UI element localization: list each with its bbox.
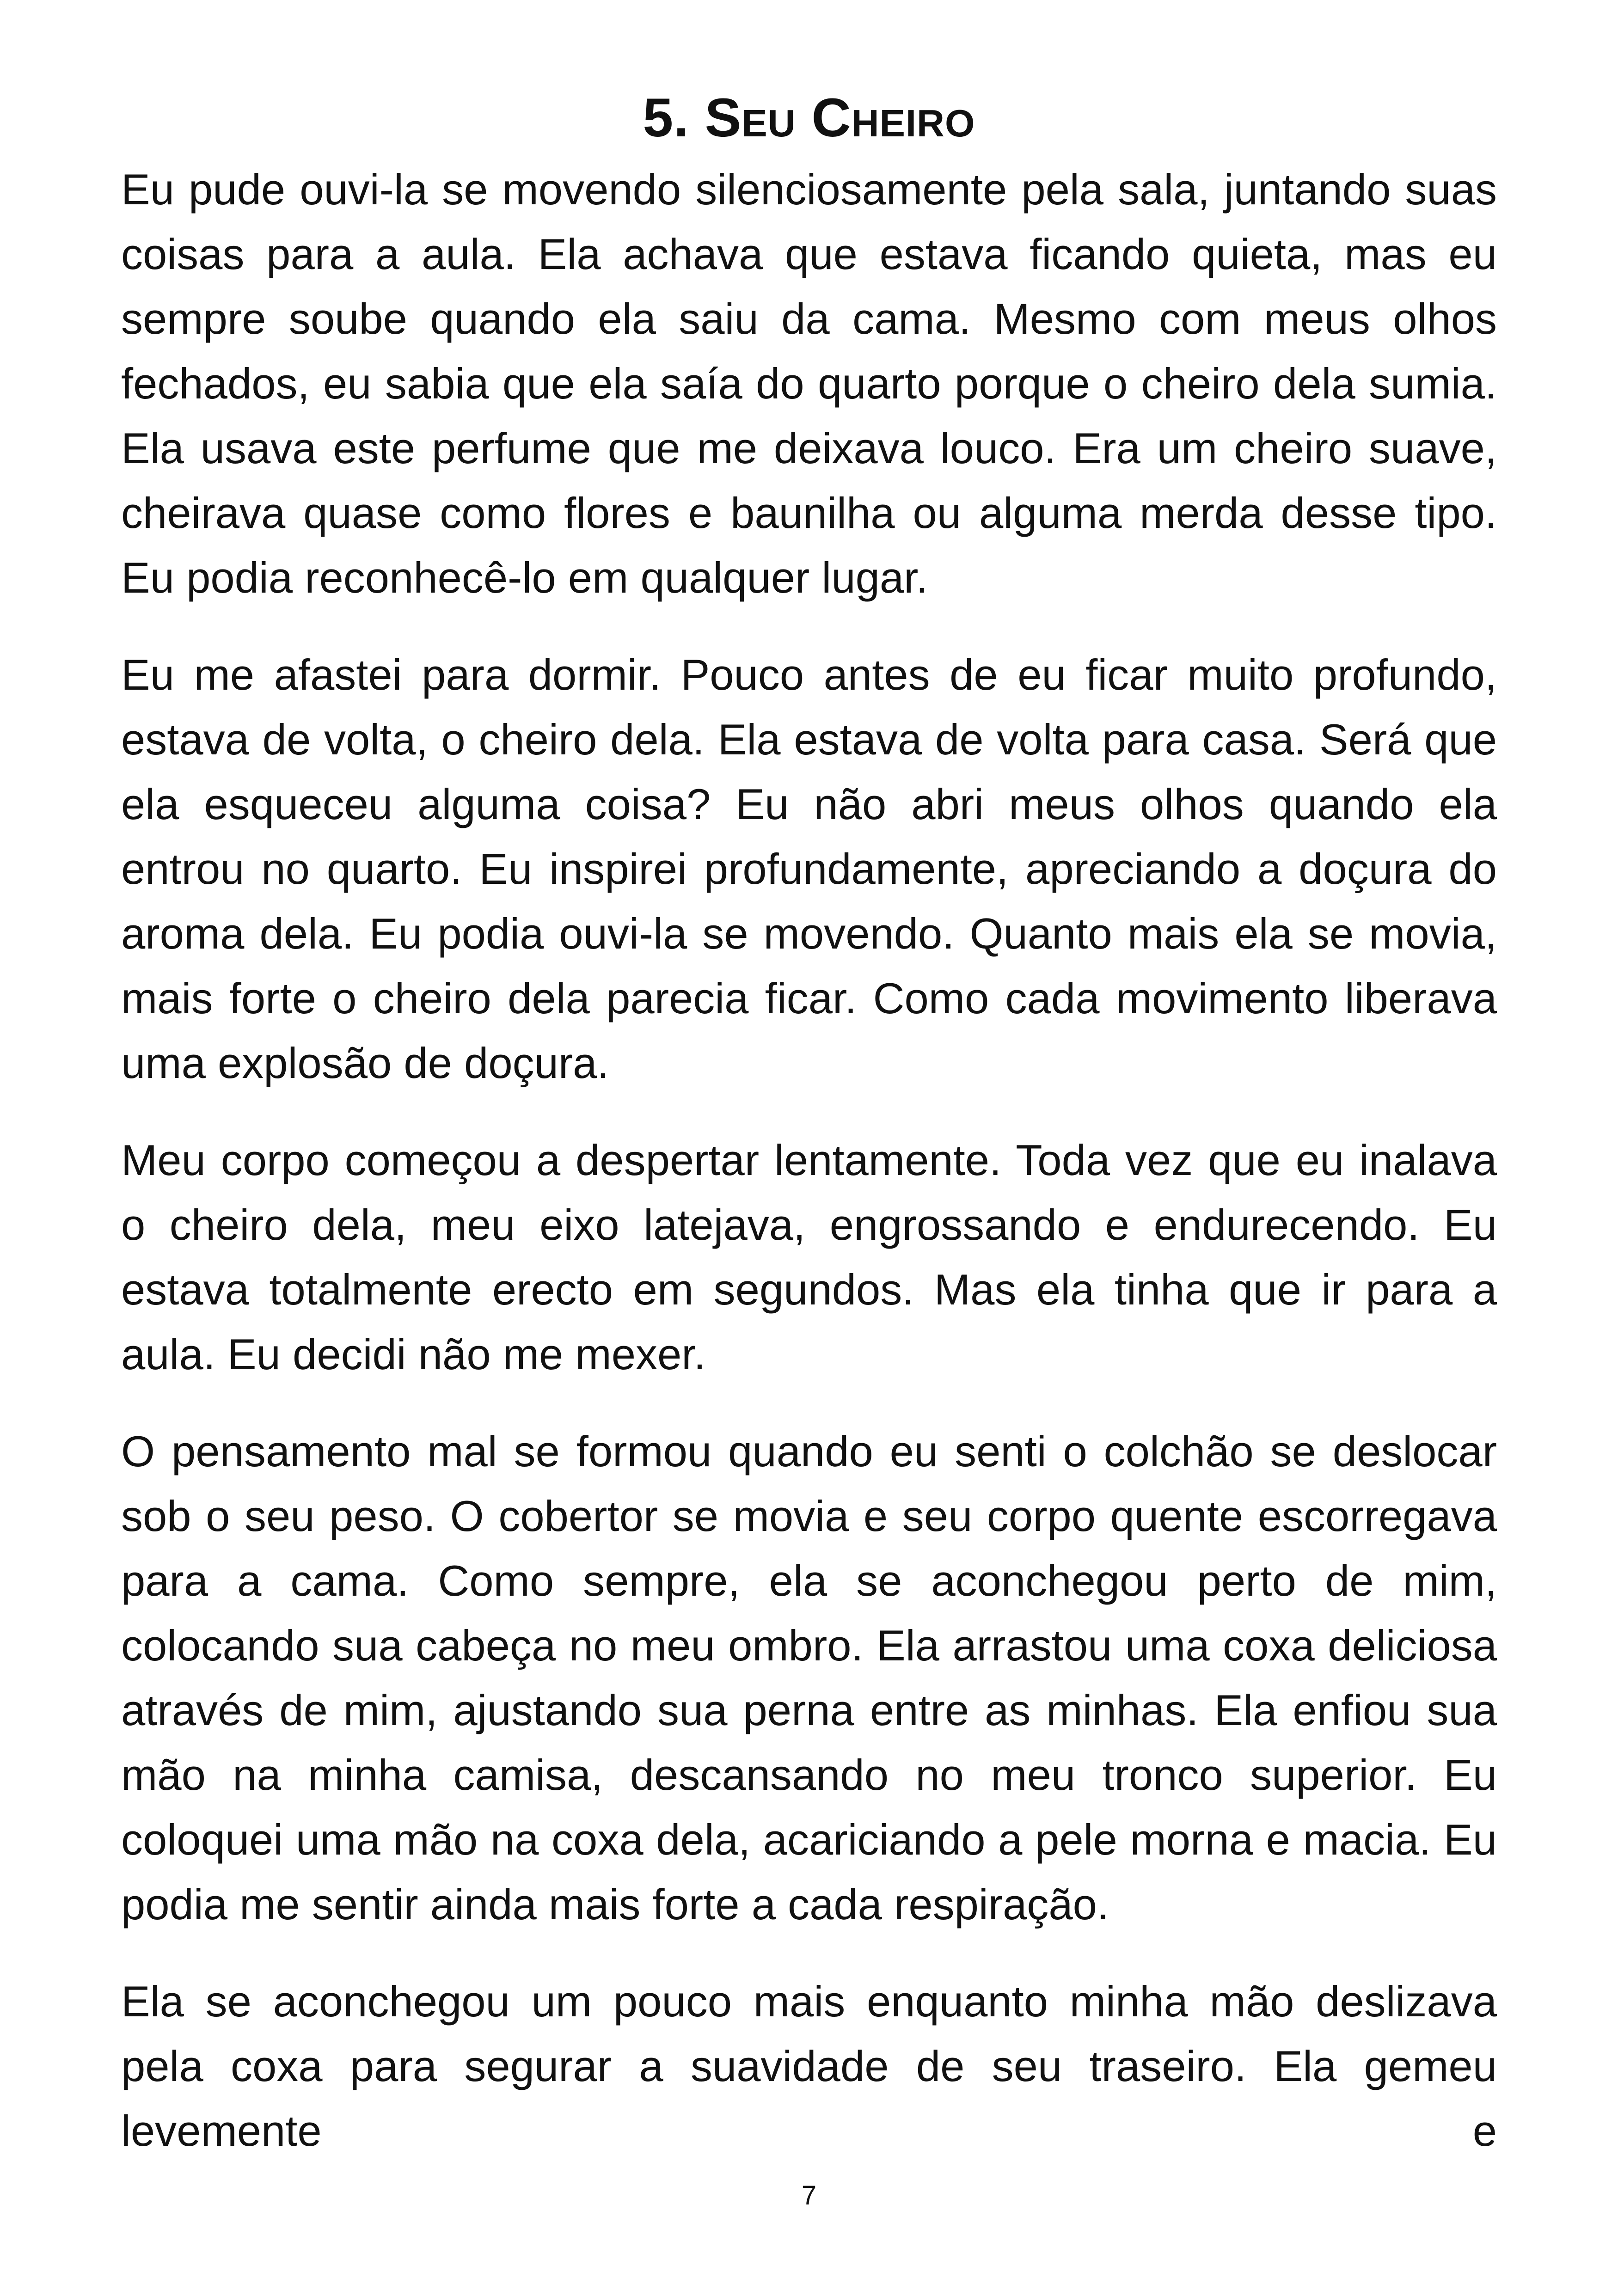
paragraph-1: Eu pude ouvi-la se movendo silenciosamente pela sala, juntando suas coisas para a aula. Ela achava que estava ficando quieta, mas eu sempre soube quando ela saiu da cama. Mesmo com meus olhos fechados, eu sabia que ela saía do quarto porque o cheiro dela sumia. Ela usava este perfume que me deixava louco. Era um cheiro suave, cheirava quase como flores e baunilha ou alguma merda desse tipo. Eu podia reconhecê-lo em qualquer lugar. [121, 165, 1497, 602]
page-number: 7 [801, 2180, 817, 2210]
chapter-title: 5. Seu Cheiro [643, 87, 975, 148]
paragraph-4: O pensamento mal se formou quando eu senti o colchão se deslocar sob o seu peso. O cobertor se movia e seu corpo quente escorregava para a cama. Como sempre, ela se aconchegou perto de mim, colocando sua cabeça no meu ombro. Ela arrastou uma coxa deliciosa através de mim, ajustando sua perna entre as minhas. Ela enfiou sua mão na minha camisa, descansando no meu tronco superior. Eu coloquei uma mão na coxa dela, acariciando a pele morna e macia. Eu podia me sentir ainda mais forte a cada respiração. [121, 1427, 1497, 1929]
paragraph-2: Eu me afastei para dormir. Pouco antes de eu ficar muito profundo, estava de volta, o cheiro dela. Ela estava de volta para casa. Será que ela esqueceu alguma coisa? Eu não abri meus olhos quando ela entrou no quarto. Eu inspirei profundamente, apreciando a doçura do aroma dela. Eu podia ouvi-la se movendo. Quanto mais ela se movia, mais forte o cheiro dela parecia ficar. Como cada movimento liberava uma explosão de doçura. [121, 650, 1497, 1087]
paragraph-5: Ela se aconchegou um pouco mais enquanto minha mão deslizava pela coxa para segurar a suavidade de seu traseiro. Ela gemeu levemente e [121, 1977, 1497, 2155]
paragraph-3: Meu corpo começou a despertar lentamente. Toda vez que eu inalava o cheiro dela, meu eixo latejava, engrossando e endurecendo. Eu estava totalmente erecto em segundos. Mas ela tinha que ir para a aula. Eu decidi não me mexer. [121, 1136, 1497, 1378]
document-page [121, 83, 1497, 2163]
